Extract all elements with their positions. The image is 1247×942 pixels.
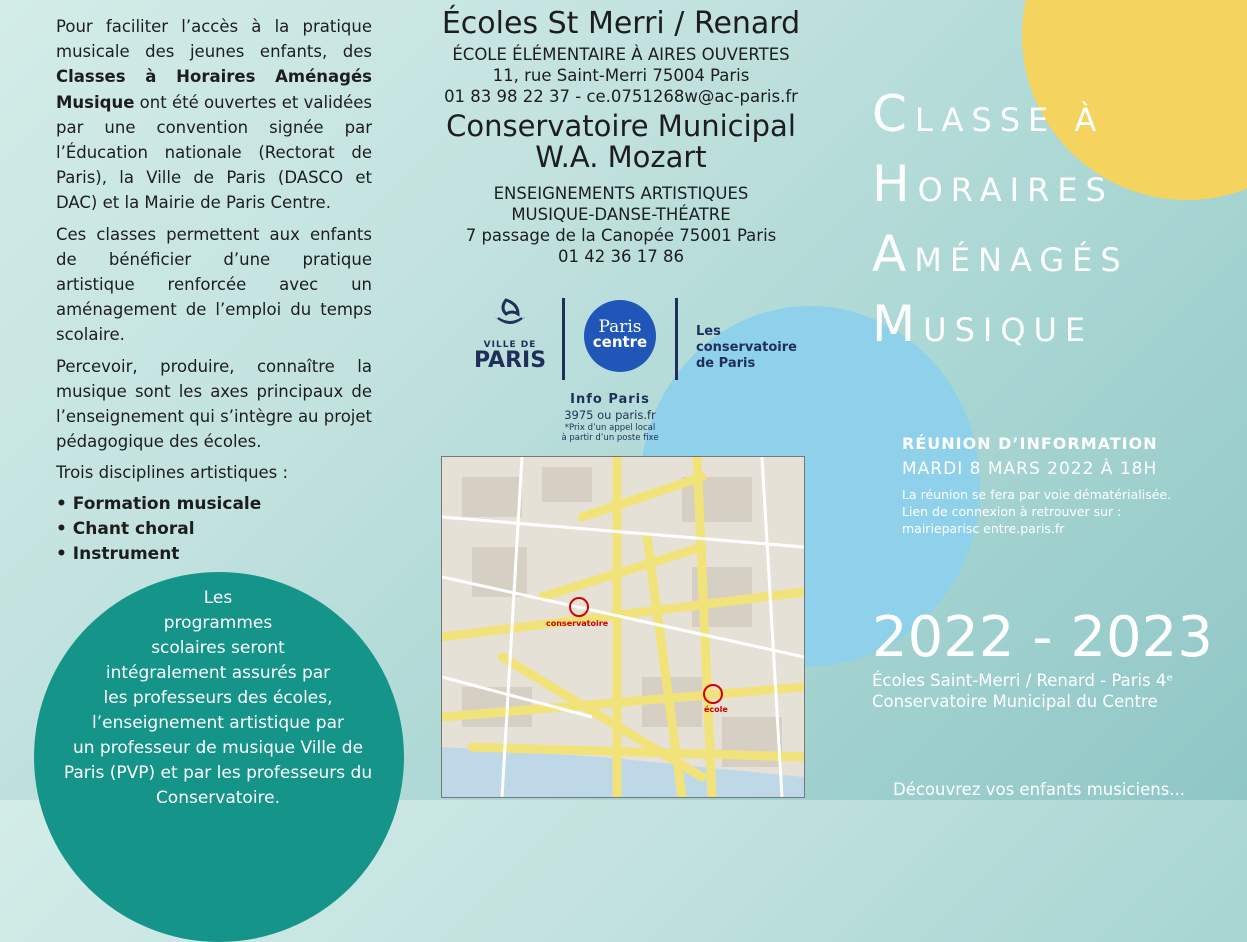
conservatoire-phone: 01 42 36 17 86 bbox=[558, 247, 684, 266]
reunion-text: La réunion se fera par voie dématérialisée. Lien de connexion à retrouver sur : mairieparisc entre.paris.fr bbox=[902, 487, 1172, 536]
programmes-text bbox=[58, 586, 378, 811]
title-cap: M bbox=[872, 295, 924, 353]
location-map bbox=[441, 456, 805, 798]
school-type: ÉCOLE ÉLÉMENTAIRE À AIRES OUVERTES bbox=[452, 45, 790, 64]
vdp-big-text: PARIS bbox=[473, 348, 547, 373]
title-rest: MÉNAGÉS bbox=[914, 241, 1129, 279]
intro-text: Pour faciliter l’accès à la pratique musicale des jeunes enfants, des bbox=[56, 17, 372, 62]
map-streets bbox=[442, 457, 804, 797]
reunion-title: RÉUNION D’INFORMATION bbox=[902, 434, 1158, 453]
school-address: 11, rue Saint-Merri 75004 Paris bbox=[492, 66, 750, 85]
programmes-line: intégralement assurés par bbox=[105, 663, 331, 683]
programmes-line: Les bbox=[203, 588, 233, 608]
conservatoire-title-1: Conservatoire Municipal bbox=[446, 109, 796, 143]
info-paris-note: *Prix d’un appel local bbox=[564, 423, 656, 433]
programmes-line: les professeurs des écoles, bbox=[103, 688, 333, 708]
ship-icon bbox=[488, 296, 532, 336]
conserv-logo-line: Les bbox=[696, 324, 721, 339]
info-paris-block bbox=[530, 392, 690, 443]
programmes-line: Conservatoire. bbox=[155, 788, 281, 808]
title-cap: A bbox=[872, 225, 915, 283]
conserv-logo-line: de Paris bbox=[696, 356, 756, 371]
title-line bbox=[872, 222, 1129, 292]
school-years: 2022 - 2023 bbox=[872, 605, 1213, 670]
paragraph-3: Percevoir, produire, connaître la musique sont les axes principaux de l’enseignement qui s’intègre au projet pédagogique des écoles. bbox=[56, 356, 372, 452]
discipline-item: • Formation musicale bbox=[56, 492, 372, 517]
contact-column bbox=[416, 4, 826, 267]
title-cap: H bbox=[872, 155, 918, 213]
partner-logos bbox=[470, 296, 810, 380]
intro-text-continued: ont été ouvertes et validées par une convention signée par l’Éducation nationale (Rectorat de Paris), la Ville de Paris (DASCO et DAC) et la Mairie de Paris Centre. bbox=[56, 92, 372, 213]
map-label-conservatoire: conservatoire bbox=[546, 619, 609, 628]
conservatoire-type-1: ENSEIGNEMENTS ARTISTIQUES bbox=[493, 184, 749, 203]
subtitle-line-2: Conservatoire Municipal du Centre bbox=[872, 692, 1158, 711]
intro-bold-text: Classes à Horaires Aménagés Musique bbox=[56, 67, 372, 112]
tagline: Découvrez vos enfants musiciens... bbox=[893, 780, 1186, 799]
conservatoire-type-2: MUSIQUE-DANSE-THÉATRE bbox=[511, 205, 731, 224]
conservatoire-title-2: W.A. Mozart bbox=[535, 140, 707, 174]
school-title: Écoles St Merri / Renard bbox=[441, 6, 801, 41]
title-rest: LASSE À bbox=[914, 101, 1105, 139]
paragraph-2: Ces classes permettent aux enfants de bénéficier d’une pratique artistique renforcée avec un aménagement de l’emploi du temps scolaire. bbox=[56, 224, 372, 345]
conservatoires-logo bbox=[696, 324, 797, 372]
logo-divider bbox=[675, 298, 678, 380]
title-line bbox=[872, 152, 1129, 222]
info-paris-title: Info Paris bbox=[570, 392, 650, 407]
intro-paragraph bbox=[56, 14, 372, 216]
discipline-item: • Instrument bbox=[56, 542, 372, 567]
conserv-logo-line: conservatoire bbox=[696, 340, 797, 355]
vdp-small-text: VILLE DE bbox=[483, 340, 537, 350]
programmes-line: un professeur de musique Ville de bbox=[72, 738, 364, 758]
paris-centre-text-b: centre bbox=[592, 333, 648, 351]
conservatoire-address: 7 passage de la Canopée 75001 Paris bbox=[465, 226, 777, 245]
discipline-item: • Chant choral bbox=[56, 517, 372, 542]
title-rest: USIQUE bbox=[923, 311, 1094, 349]
info-paris-note: à partir d’un poste fixe bbox=[561, 433, 659, 443]
map-label-ecole: école bbox=[704, 705, 728, 714]
reunion-date: MARDI 8 MARS 2022 À 18H bbox=[902, 459, 1158, 479]
programmes-line: scolaires seront bbox=[151, 638, 285, 658]
intro-text-column bbox=[56, 14, 372, 567]
ville-de-paris-logo bbox=[470, 296, 550, 380]
school-contact: 01 83 98 22 37 - ce.0751268w@ac-paris.fr bbox=[444, 87, 798, 106]
info-paris-numbers: 3975 ou paris.fr bbox=[564, 408, 656, 422]
logo-divider bbox=[562, 298, 565, 380]
title-rest: ORAIRES bbox=[917, 171, 1114, 209]
paris-centre-text-a: Paris bbox=[598, 317, 642, 337]
subtitle-line-1: Écoles Saint-Merri / Renard - Paris 4ᵉ bbox=[872, 671, 1174, 690]
reunion-block bbox=[902, 432, 1192, 537]
title-line bbox=[872, 82, 1129, 152]
disciplines-list bbox=[56, 492, 372, 568]
subtitle-block bbox=[872, 670, 1173, 712]
title-line bbox=[872, 292, 1129, 362]
programmes-line: l’enseignement artistique par bbox=[92, 713, 344, 733]
paragraph-4: Trois disciplines artistiques : bbox=[56, 463, 289, 483]
programmes-line: Paris (PVP) et par les professeurs du bbox=[63, 763, 373, 783]
paris-centre-logo bbox=[584, 300, 656, 372]
programmes-line: programmes bbox=[163, 613, 273, 633]
title-cap: C bbox=[872, 85, 915, 143]
cham-title bbox=[872, 82, 1129, 362]
